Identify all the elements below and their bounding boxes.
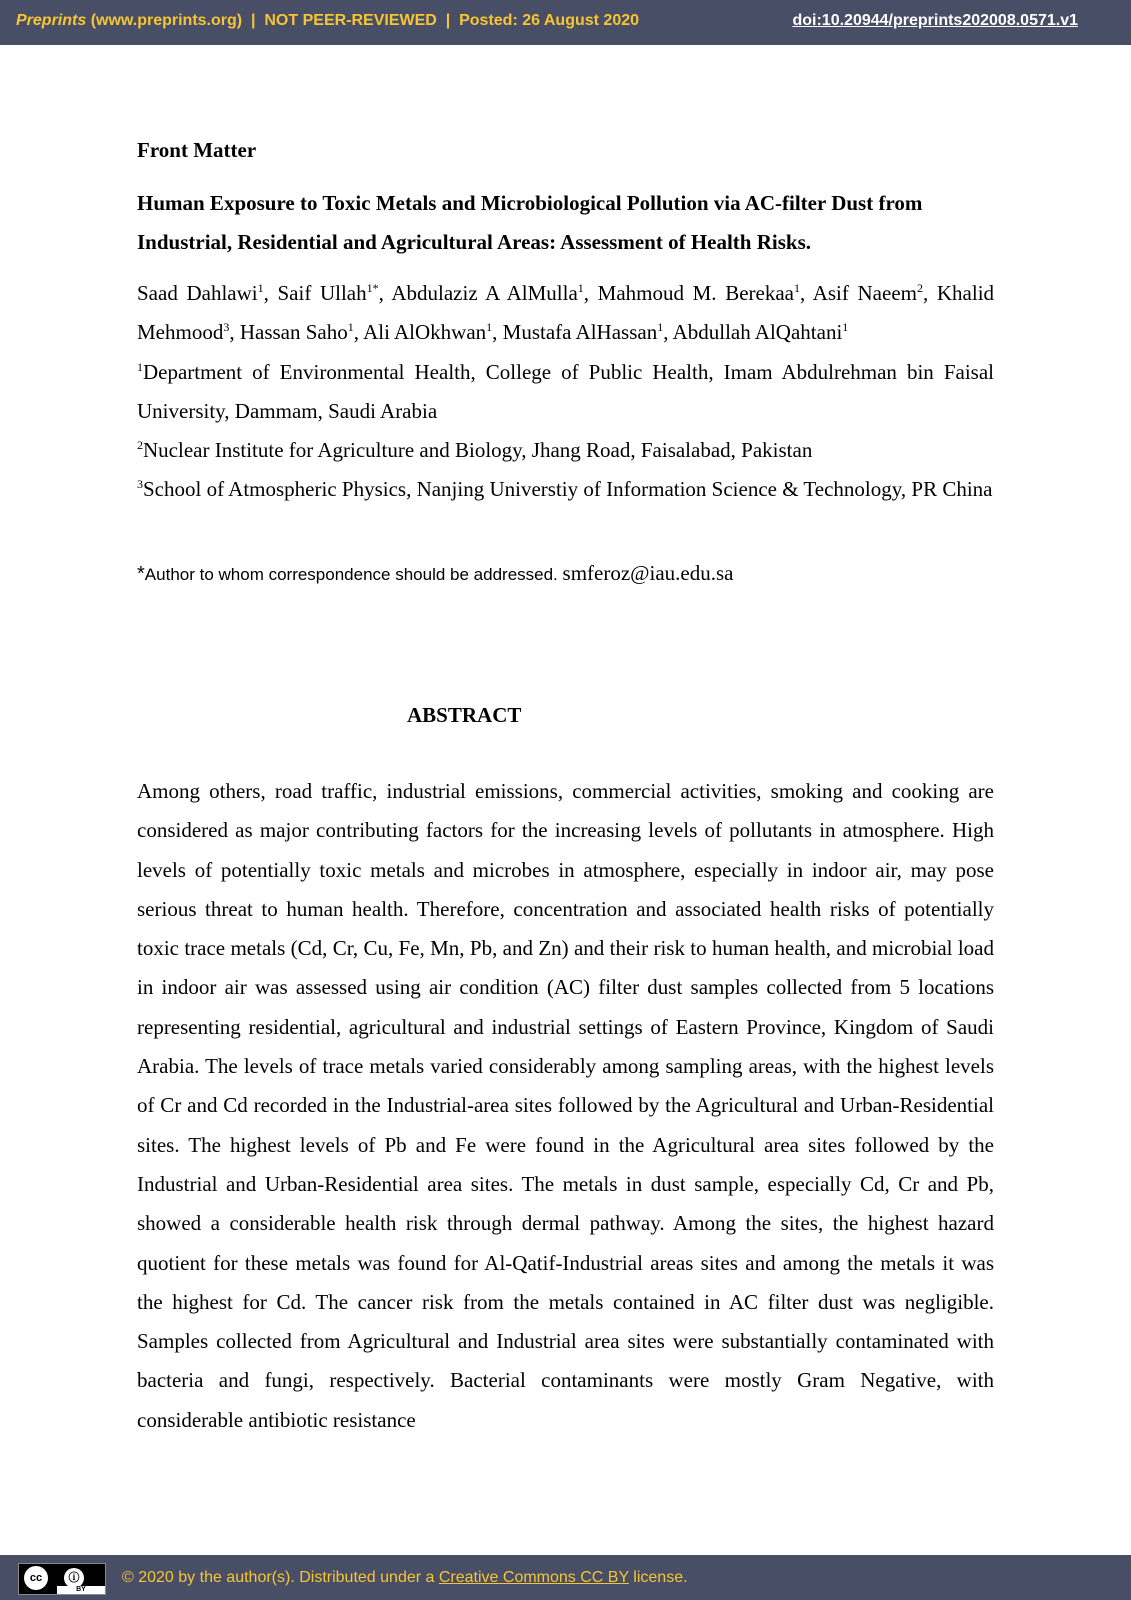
preprints-brand: Preprints	[16, 12, 87, 29]
correspondence-note	[137, 558, 994, 590]
preprint-header-bar	[0, 0, 1131, 45]
author-affiliation-marker: 1	[257, 281, 264, 295]
affiliation-text: School of Atmospheric Physics, Nanjing Universtiy of Information Science & Technology, PR China	[143, 477, 993, 502]
author-name: Mustafa AlHassan	[502, 320, 658, 345]
license-footer-bar	[0, 1555, 1131, 1600]
author-affiliation-marker: 2	[916, 281, 923, 295]
copyright-text: © 2020 by the author(s). Distributed under a	[122, 1569, 439, 1586]
affiliation-list	[137, 353, 994, 510]
license-suffix: license.	[628, 1569, 688, 1586]
author-list: Saad Dahlawi$^1$, Saif Ullah$^{1*}$, Abdulaziz A AlMulla$^1$, Mahmoud M. Berekaa$^1$, Asif Naeem$^2$, Khalid Mehmood$^3$, Hassan Saho$^1$, Ali AlOkhwan$^1$, Mustafa AlHassan$^1$, Abdullah AlQahtani$^1$	[137, 281, 995, 345]
attribution-icon: ⓘ	[64, 1568, 84, 1588]
by-label: BY	[57, 1586, 105, 1594]
affiliation-text: Nuclear Institute for Agriculture and Biology, Jhang Road, Faisalabad, Pakistan	[143, 438, 813, 463]
preprint-header-info	[16, 12, 639, 30]
cc-icon: cc	[24, 1566, 48, 1590]
author-name: Saad Dahlawi	[137, 281, 258, 305]
author-affiliation-marker: 1	[657, 320, 664, 335]
author-name: Mahmoud M. Berekaa	[597, 281, 794, 305]
author-affiliation-marker: 1*	[366, 281, 379, 295]
author-name: Abdullah AlQahtani	[672, 320, 843, 345]
preprints-site: (www.preprints.org)	[86, 12, 243, 29]
paper-content	[137, 130, 995, 1432]
affiliation-text: Department of Environmental Health, College of Public Health, Imam Abdulrehman bin Faisal University, Dammam, Saudi Arabia	[137, 359, 994, 423]
header-separator: |	[436, 12, 460, 29]
author-affiliation-marker: 1	[842, 320, 849, 335]
header-separator: |	[242, 12, 265, 29]
affiliation	[137, 470, 994, 509]
author-name: Abdulaziz A AlMulla	[391, 281, 578, 305]
affiliation-marker: 2	[137, 438, 143, 453]
license-text	[122, 1569, 688, 1587]
abstract-body: Among others, road traffic, industrial emissions, commercial activities, smoking and cooking are considered as major contributing factors for the increasing levels of pollutants in atmosphere. High levels of potentially toxic metals and microbes in atmosphere, especially in indoor air, may pose serious threat to human health. Therefore, concentration and associated health risks of potentially toxic trace metals (Cd, Cr, Cu, Fe, Mn, Pb, and Zn) and their risk to human health, and microbial load in indoor air was assessed using air condition (AC) filter dust samples collected from 5 locations representing residential, agricultural and industrial settings of Eastern Province, Kingdom of Saudi Arabia. The levels of trace metals varied considerably among sampling areas, with the highest levels of Cr and Cd recorded in the Industrial-area sites followed by the Agricultural and Urban-Residential sites. The highest levels of Pb and Fe were found in the Agricultural area sites followed by the Industrial and Urban-Residential area sites. The metals in dust sample, especially Cd, Cr and Pb, showed a considerable health risk through dermal pathway. Among the sites, the highest hazard quotient for these metals was found for Al-Qatif-Industrial areas sites and among the metals it was the highest for Cd. The cancer risk from the metals contained in AC filter dust was negligible. Samples collected from Agricultural and Industrial area sites were substantially contaminated with bacteria and fungi, respectively. Bacterial contaminants were mostly Gram Negative, with considerable antibiotic resistance	[137, 779, 994, 1432]
correspondence-email[interactable]: smferoz@iau.edu.sa	[562, 560, 734, 585]
license-link[interactable]: Creative Commons CC BY	[438, 1569, 629, 1586]
affiliation-marker: 3	[137, 477, 143, 492]
affiliation-marker: 1	[137, 359, 143, 374]
author-name: Khalid Mehmood	[137, 281, 995, 345]
review-status: NOT PEER-REVIEWED	[264, 12, 437, 29]
author-name: Asif Naeem	[812, 281, 917, 305]
author-affiliation-marker: 1	[347, 320, 354, 335]
abstract-heading: ABSTRACT	[407, 703, 522, 727]
front-matter-heading: Front Matter	[137, 138, 257, 162]
author-name: Saif Ullah	[277, 281, 367, 305]
author-affiliation-marker: 3	[223, 320, 230, 335]
doi-link[interactable]: doi:10.20944/preprints202008.0571.v1	[792, 12, 1078, 29]
paper-title: Human Exposure to Toxic Metals and Microbiological Pollution via AC-filter Dust from Industrial, Residential and Agricultural Areas: Assessment of Health Risks.	[137, 191, 923, 254]
author-name: Ali AlOkhwan	[363, 320, 487, 345]
author-affiliation-marker: 1	[793, 281, 800, 295]
affiliation	[137, 353, 994, 432]
author-affiliation-marker: 1	[486, 320, 493, 335]
author-name: Hassan Saho	[239, 320, 348, 345]
posted-date: Posted: 26 August 2020	[459, 12, 640, 29]
affiliation	[137, 431, 994, 470]
cc-by-badge[interactable]	[18, 1563, 106, 1595]
correspondence-star: *	[137, 562, 145, 585]
author-affiliation-marker: 1	[577, 281, 584, 295]
correspondence-text: Author to whom correspondence should be addressed.	[144, 564, 563, 584]
